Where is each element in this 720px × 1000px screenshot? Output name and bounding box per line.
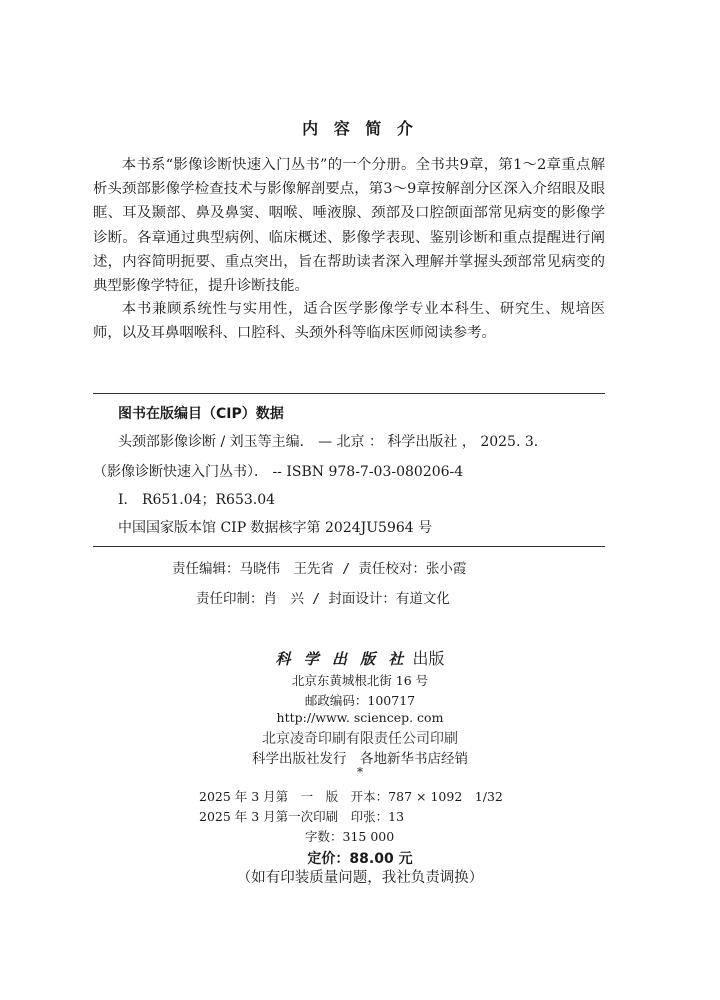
quality-notice: （如有印装质量问题，我社负责调换） — [236, 870, 484, 886]
publisher-logo: 科 学 出 版 社 — [275, 650, 408, 668]
cip-line-2: （影像诊断快速入门丛书）． -- ISBN 978-7-03-080206-4 — [93, 464, 464, 480]
publisher-line — [0, 646, 720, 669]
price: 定价：88.00 元 — [307, 851, 413, 867]
edition-line-1: 2025 年 3 月第 一 版 开本：787 × 1092 1/32 — [199, 789, 503, 804]
cip-line-3: Ⅰ． R651.04；R653.04 — [118, 492, 276, 508]
production-line: 责任印制：肖 兴 / 封面设计：有道文化 — [196, 591, 450, 607]
edition-line-3: 字数：315 000 — [305, 829, 395, 844]
cip-line-1: 头颈部影像诊断 / 刘玉等主编． — 北京 ： 科学出版社 ， 2025. 3. — [118, 434, 539, 450]
intro-title: 内 容 简 介 — [302, 119, 418, 138]
cip-top-divider — [93, 393, 605, 394]
separator-star: * — [357, 765, 363, 779]
intro-paragraph-1: 本书系“影像诊断快速入门丛书”的一个分册。全书共9章，第1～2章重点解析头颈部影像学检查技术与影像解剖要点，第3～9章按解剖分区深入介绍眼及眼眶、耳及颞部、鼻及鼻窦、咽喉、唾液腺、颈部及口腔颌面部常见病变的影像学诊断。各章通过典型病例、临床概述、影像学表现、鉴别诊断和重点提醒进行阐述，内容简明扼要、重点突出，旨在帮助读者深入理解并掌握头颈部常见病变的典型影像学特征，提升诊断技能。 — [93, 157, 605, 295]
distributor-line: 科学出版社发行 各地新华书店经销 — [252, 751, 468, 767]
cip-bottom-divider — [93, 546, 605, 547]
intro-paragraph-2: 本书兼顾系统性与实用性，适合医学影像学专业本科生、研究生、规培医师，以及耳鼻咽喉科、口腔科、头颈外科等临床医师阅读参考。 — [93, 301, 605, 342]
cip-line-4: 中国国家版本馆 CIP 数据核字第 2024JU5964 号 — [118, 520, 433, 536]
publisher-suffix: 出版 — [412, 649, 445, 668]
publisher-url: http://www. sciencep. com — [276, 710, 444, 725]
editors-line: 责任编辑：马晓伟 王先省 / 责任校对：张小霞 — [172, 561, 467, 577]
edition-line-2: 2025 年 3 月第一次印刷 印张：13 — [199, 809, 405, 824]
printer-line: 北京凌奇印刷有限责任公司印刷 — [262, 731, 458, 747]
publisher-postcode: 邮政编码：100717 — [304, 693, 416, 708]
cip-heading: 图书在版编目（CIP）数据 — [118, 406, 284, 422]
publisher-address: 北京东黄城根北街 16 号 — [291, 673, 429, 688]
